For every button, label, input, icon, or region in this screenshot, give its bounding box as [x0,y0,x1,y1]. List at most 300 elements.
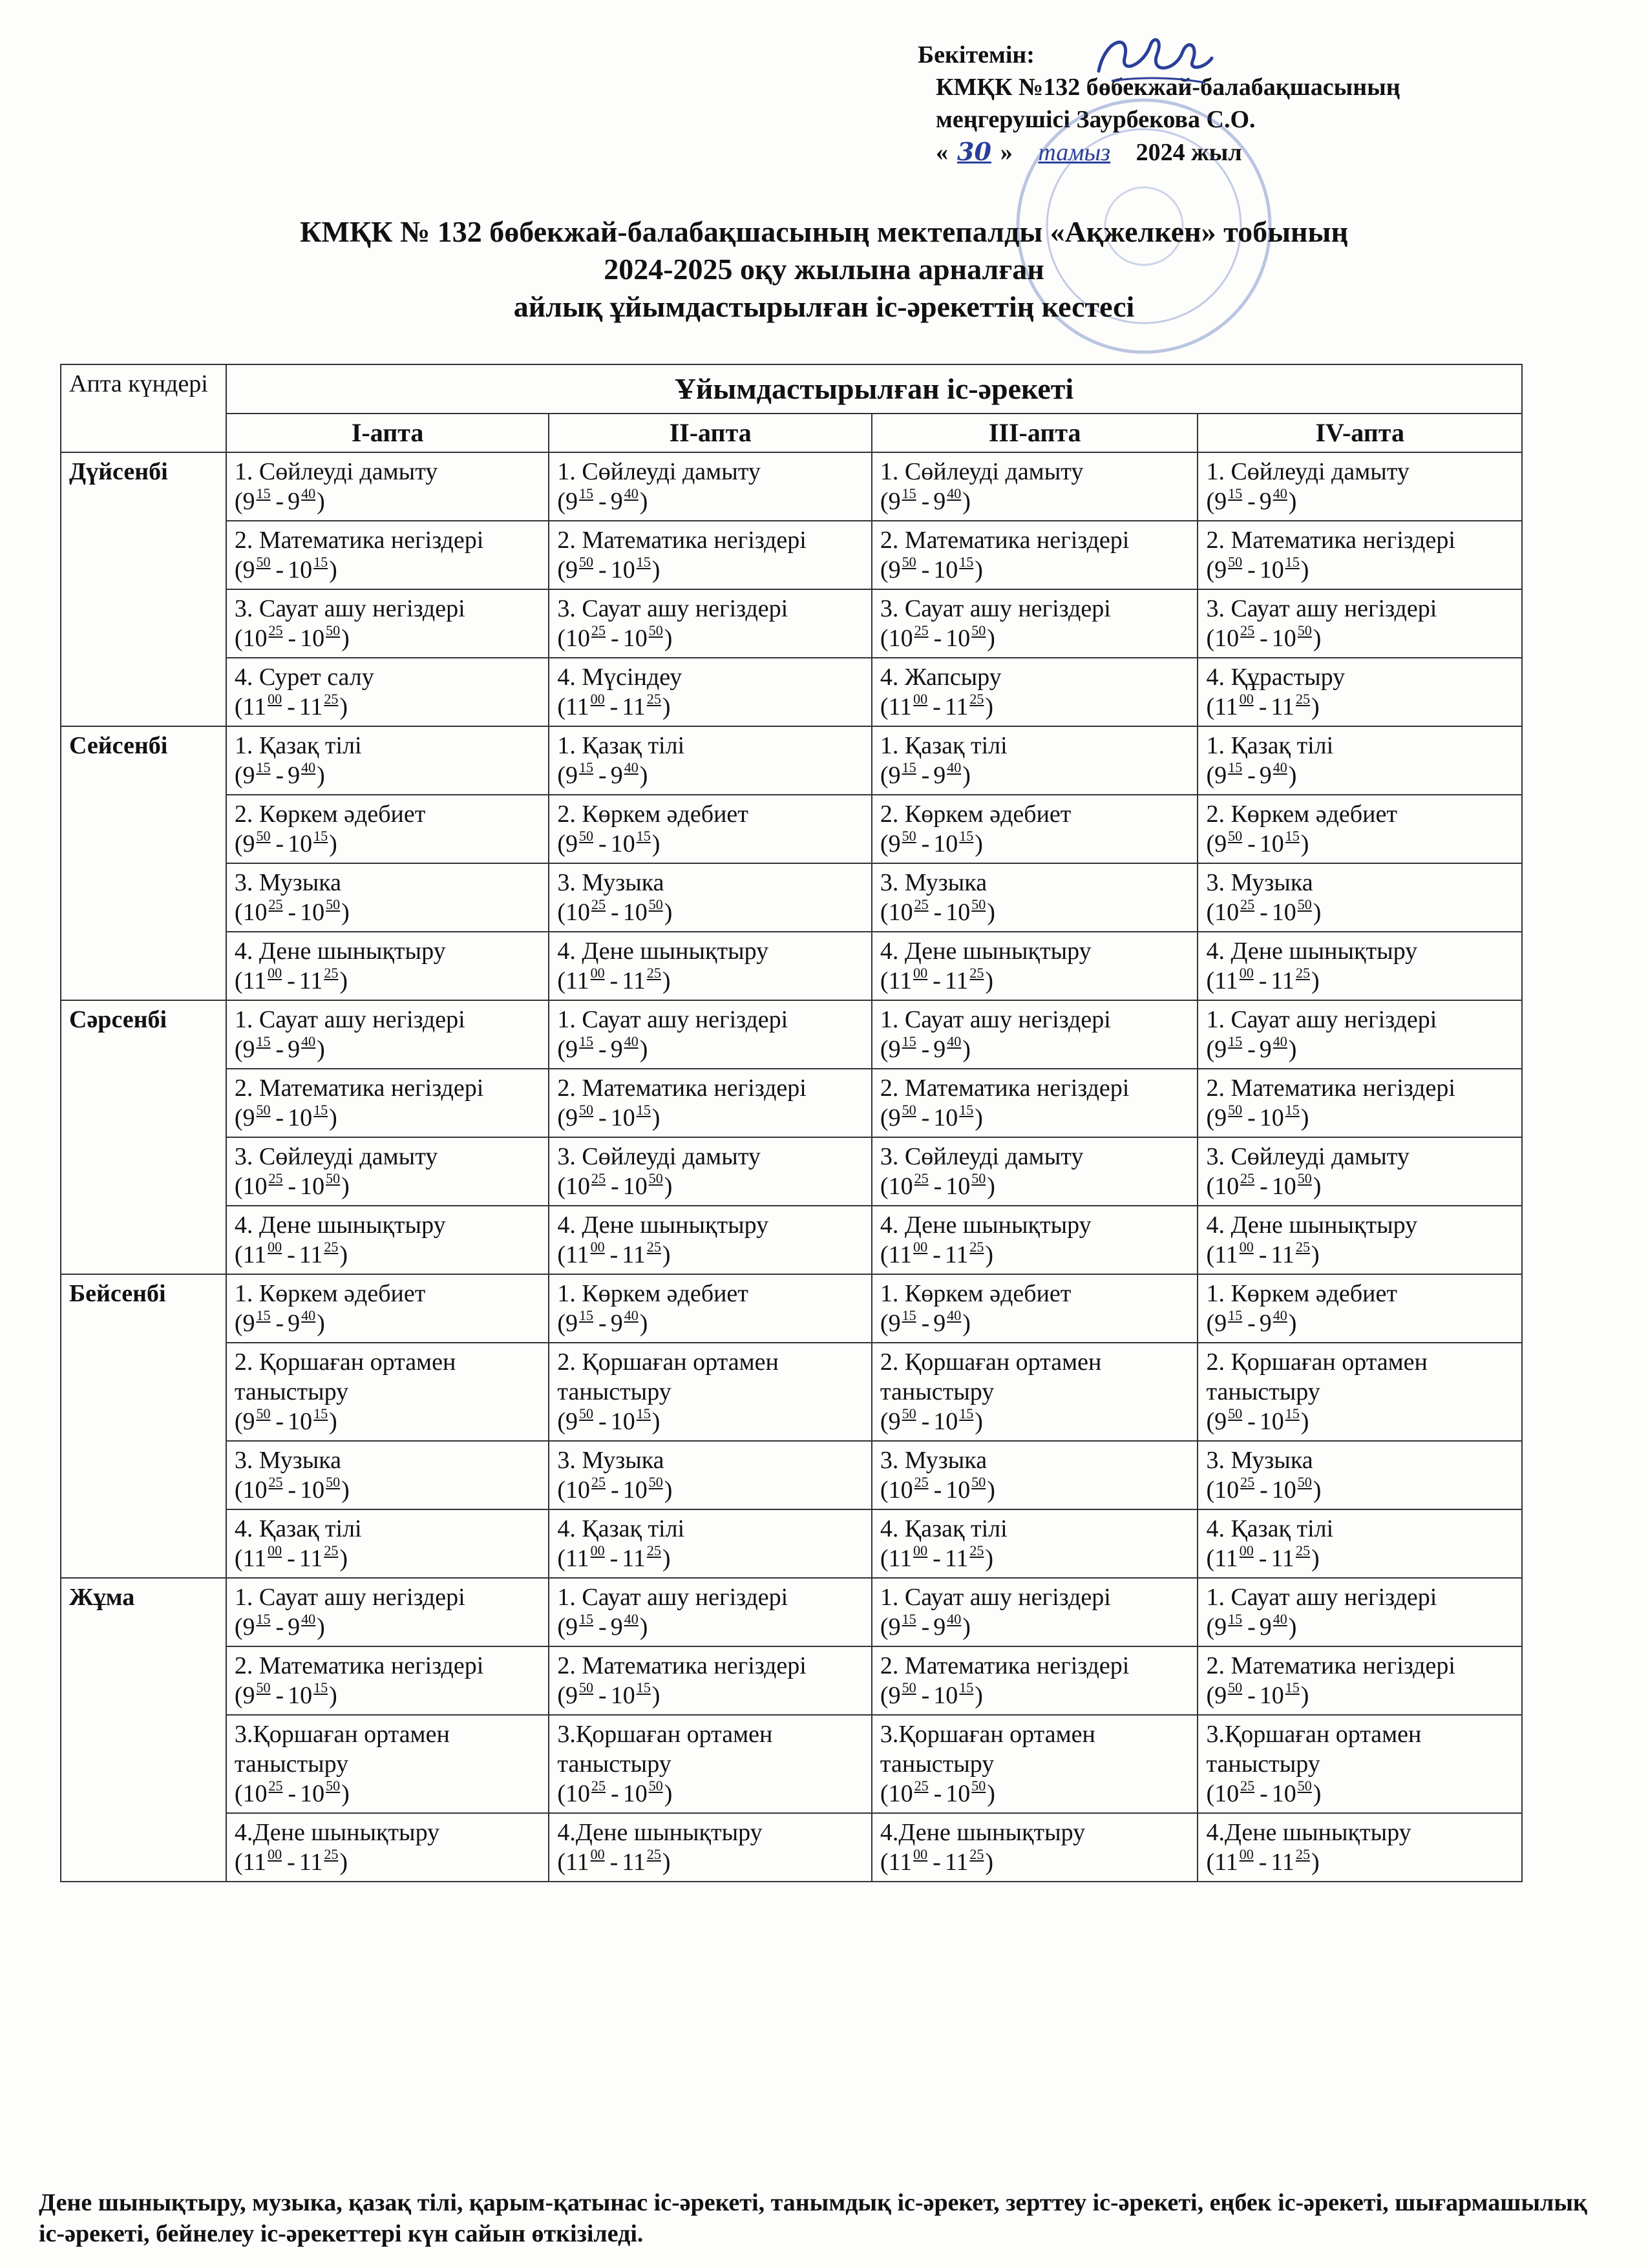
time-start-min: 25 [591,1778,606,1794]
activity-cell [549,658,872,726]
time-end-min: 25 [646,965,661,981]
time-close: ) [341,1780,350,1807]
activity-title: 1. Көркем әдебиет [557,1280,748,1307]
time-end-hour: 10 [610,556,635,583]
time-start-hour: 9 [888,1682,901,1709]
time-sep: - [598,488,607,515]
time-start-hour: 9 [565,1613,578,1641]
activity-title: 3. Сауат ашу негіздері [557,595,788,622]
time-start-min: 15 [902,1611,916,1627]
activity-time [880,555,1190,585]
time-start-min: 00 [1239,1846,1254,1862]
time-start-hour: 9 [1214,1104,1227,1131]
time-close: ) [329,830,337,857]
time-open: ( [1206,1476,1215,1504]
activity-cell [872,589,1198,658]
time-start-hour: 9 [242,1613,255,1641]
time-open: ( [557,1613,566,1641]
activity-cell [549,589,872,658]
activity-time [880,966,1190,996]
time-start-min: 50 [256,554,271,570]
activity-title: 3. Музыка [1206,869,1313,896]
time-end-min: 15 [313,828,328,844]
activity-title: 3. Сөйлеуді дамыту [557,1143,761,1170]
time-start-min: 50 [902,828,916,844]
time-start-min: 25 [591,1170,606,1186]
time-start-hour: 9 [1214,1613,1227,1641]
table-row [61,726,1522,795]
time-start-hour: 9 [888,1613,901,1641]
activity-time [235,624,541,653]
time-open: ( [1206,1173,1215,1200]
activity-title: 3. Музыка [880,869,988,896]
time-end-min: 15 [1285,1102,1300,1118]
time-start-hour: 9 [888,1104,901,1131]
time-open: ( [557,1545,566,1572]
time-start-min: 00 [268,1542,282,1559]
time-end-hour: 10 [610,1104,635,1131]
activity-cell [1198,452,1522,521]
time-end-hour: 10 [610,1408,635,1435]
time-start-min: 50 [256,1102,271,1118]
time-sep: - [1258,967,1267,994]
time-start-min: 15 [1228,1033,1243,1049]
time-end-hour: 10 [610,1682,635,1709]
time-start-min: 00 [1239,691,1254,707]
table-row [61,1343,1522,1441]
time-close: ) [975,1682,983,1709]
table-row [61,795,1522,863]
time-end-min: 25 [969,965,984,981]
activity-title: 2. Математика негіздері [234,1652,484,1679]
time-start-min: 25 [1240,1170,1255,1186]
time-end-min: 25 [324,1542,339,1559]
activity-cell [872,1578,1198,1646]
time-end-hour: 10 [933,830,958,857]
time-end-min: 25 [1295,691,1310,707]
time-start-hour: 10 [242,1476,268,1504]
time-end-hour: 10 [945,625,971,652]
time-end-min: 25 [1295,1846,1310,1862]
time-sep: - [609,1849,618,1876]
time-start-min: 50 [579,554,594,570]
time-start-hour: 10 [242,1780,268,1807]
activity-cell [872,1509,1198,1578]
time-start-hour: 9 [1214,1682,1227,1709]
time-close: ) [1311,693,1320,720]
time-end-min: 25 [646,1239,661,1255]
time-close: ) [987,625,995,652]
time-sep: - [921,762,930,789]
activity-time [880,761,1190,790]
time-sep: - [598,1310,607,1337]
activity-time [235,1103,541,1133]
time-end-hour: 11 [944,1241,969,1268]
time-sep: - [609,1545,618,1572]
time-end-min: 50 [648,1170,663,1186]
activity-title: 3.Қоршаған ортамен таныстыру [880,1721,1095,1778]
time-open: ( [1206,556,1215,583]
activity-cell [872,1274,1198,1343]
activity-title: 4. Қазақ тілі [880,1515,1008,1542]
activity-title: 2. Математика негіздері [557,1075,807,1102]
time-end-min: 25 [324,965,339,981]
time-end-min: 25 [969,691,984,707]
time-end-hour: 11 [622,1241,646,1268]
time-sep: - [1247,1408,1256,1435]
time-sep: - [609,967,618,994]
time-sep: - [933,1173,942,1200]
time-start-min: 50 [256,828,271,844]
time-end-hour: 11 [1271,1241,1294,1268]
time-sep: - [275,830,284,857]
time-start-hour: 9 [242,556,255,583]
activity-cell [549,795,872,863]
time-start-hour: 9 [242,1104,255,1131]
time-start-min: 50 [1228,554,1243,570]
time-open: ( [234,967,243,994]
activity-time [1206,1240,1514,1270]
time-end-min: 40 [1273,759,1287,775]
weeks-row [61,414,1522,452]
time-close: ) [1311,1849,1320,1876]
activity-cell [872,1137,1198,1206]
time-sep: - [598,1104,607,1131]
time-open: ( [557,625,566,652]
time-sep: - [275,1104,284,1131]
time-start-min: 25 [268,896,283,912]
time-end-hour: 11 [944,1545,969,1572]
time-end-hour: 11 [622,1545,646,1572]
time-open: ( [557,1036,566,1063]
activity-time [880,487,1190,516]
time-end-min: 15 [959,1679,974,1696]
time-start-min: 50 [1228,1405,1243,1422]
time-end-min: 15 [959,1405,974,1422]
time-end-hour: 11 [944,967,969,994]
activity-title: 4. Дене шынықтыру [557,1212,769,1239]
time-open: ( [880,1476,889,1504]
time-sep: - [933,625,942,652]
activity-time [557,487,863,516]
time-close: ) [664,899,673,926]
time-start-hour: 11 [565,1545,589,1572]
activity-cell [226,521,549,589]
time-start-min: 00 [1239,1239,1254,1255]
activity-title: 1. Сөйлеуді дамыту [1206,458,1410,485]
time-start-hour: 10 [888,625,913,652]
time-close: ) [1311,967,1320,994]
time-end-min: 50 [971,622,986,638]
activity-time [1206,1308,1514,1338]
time-start-min: 15 [256,1033,271,1049]
time-sep: - [1260,899,1268,926]
time-end-min: 50 [971,896,986,912]
activity-title: 4.Дене шынықтыру [1206,1819,1411,1846]
activity-time [235,1034,541,1064]
time-start-min: 15 [902,1033,916,1049]
activity-time [1206,1779,1514,1809]
time-start-min: 00 [590,691,605,707]
time-close: ) [985,693,994,720]
time-open: ( [557,1780,566,1807]
time-start-min: 50 [902,1405,916,1422]
time-start-hour: 11 [242,967,267,994]
activity-title: 1. Көркем әдебиет [1206,1280,1397,1307]
activity-title: 1. Сауат ашу негіздері [557,1584,788,1611]
activity-cell [1198,1441,1522,1509]
time-end-min: 25 [324,691,339,707]
activity-time [235,555,541,585]
time-start-min: 15 [256,485,271,501]
time-open: ( [880,1408,889,1435]
activity-title: 2. Математика негіздері [880,1075,1130,1102]
time-end-min: 50 [326,1170,341,1186]
time-end-min: 15 [636,828,651,844]
time-close: ) [339,967,348,994]
activity-time [1206,487,1514,516]
activity-cell [226,726,549,795]
activity-cell [226,589,549,658]
activity-title: 4. Қазақ тілі [557,1515,685,1542]
approval-head: меңгерушісі Заурбекова С.О. [936,106,1256,133]
activity-title: 4. Сурет салу [234,664,374,691]
time-sep: - [1258,1849,1267,1876]
activity-cell [549,726,872,795]
activity-title: 3. Музыка [234,1447,341,1474]
document-title [0,213,1648,326]
time-end-hour: 9 [933,1036,946,1063]
time-end-hour: 9 [288,1036,301,1063]
time-end-hour: 10 [945,1476,971,1504]
time-end-min: 50 [326,1778,341,1794]
time-end-hour: 11 [622,1849,646,1876]
table-row [61,658,1522,726]
time-close: ) [651,830,660,857]
time-start-min: 50 [1228,1102,1243,1118]
time-end-hour: 9 [288,488,301,515]
activity-cell [872,1343,1198,1441]
table-row [61,1813,1522,1882]
activity-title: 2. Математика негіздері [1206,1652,1455,1679]
activity-title: 4. Мүсіндеу [557,664,682,691]
activity-time [557,1847,863,1877]
time-start-hour: 10 [1214,1173,1240,1200]
time-start-hour: 10 [565,1173,591,1200]
activity-cell [1198,1509,1522,1578]
time-start-min: 15 [1228,759,1243,775]
time-close: ) [1288,488,1297,515]
time-end-min: 15 [636,1102,651,1118]
time-close: ) [317,762,325,789]
activity-cell [226,1274,549,1343]
time-sep: - [933,967,941,994]
time-open: ( [557,693,566,720]
activity-title: 2. Қоршаған ортамен таныстыру [1206,1349,1428,1405]
activity-cell [872,1441,1198,1509]
time-end-hour: 9 [1259,488,1272,515]
time-start-min: 50 [902,1102,916,1118]
activity-title: 2. Көркем әдебиет [557,801,748,828]
time-open: ( [880,762,889,789]
time-start-hour: 11 [888,1849,913,1876]
activity-time [557,1240,863,1270]
time-end-hour: 9 [1259,1036,1272,1063]
time-start-hour: 10 [565,1780,591,1807]
time-close: ) [317,488,325,515]
time-sep: - [598,830,607,857]
activity-time [880,1308,1190,1338]
day-name: Дүйсенбі [61,452,226,726]
time-end-hour: 10 [1271,899,1296,926]
time-start-hour: 10 [565,625,591,652]
time-start-hour: 9 [565,488,578,515]
activity-cell [549,932,872,1000]
time-end-hour: 10 [300,1173,325,1200]
time-end-min: 15 [959,828,974,844]
activity-title: 3. Музыка [1206,1447,1313,1474]
time-end-hour: 10 [1271,1173,1296,1200]
time-end-min: 15 [636,1405,651,1422]
time-end-hour: 9 [610,1310,623,1337]
time-end-min: 40 [947,1611,962,1627]
time-start-hour: 10 [565,1476,591,1504]
time-open: ( [880,1036,889,1063]
time-start-hour: 11 [1214,967,1238,994]
activity-title: 2. Математика негіздері [880,1652,1130,1679]
time-sep: - [1247,1613,1256,1641]
time-start-hour: 9 [888,1408,901,1435]
time-start-hour: 9 [565,1104,578,1131]
activity-time [235,1308,541,1338]
time-end-min: 40 [1273,1307,1287,1323]
time-start-hour: 9 [1214,488,1227,515]
activity-time [1206,761,1514,790]
activity-cell [226,1343,549,1441]
time-open: ( [234,1408,243,1435]
time-open: ( [234,1310,243,1337]
time-start-hour: 9 [888,1310,901,1337]
time-end-min: 40 [947,1307,962,1323]
activity-cell [872,1000,1198,1069]
time-sep: - [921,1408,930,1435]
time-end-hour: 10 [933,1682,958,1709]
time-close: ) [987,1780,995,1807]
activity-cell [226,1646,549,1715]
title-line-3: айлық ұйымдастырылған іс-әрекеттің кестесі [513,290,1135,323]
activity-cell [1198,1715,1522,1813]
time-end-hour: 11 [944,693,969,720]
time-sep: - [921,556,930,583]
time-start-min: 15 [256,1611,271,1627]
activity-title: 4.Дене шынықтыру [880,1819,1086,1846]
activity-cell [226,795,549,863]
time-end-min: 50 [326,896,341,912]
time-open: ( [234,1780,243,1807]
time-end-hour: 10 [1259,1408,1284,1435]
time-open: ( [880,1780,889,1807]
time-end-min: 40 [624,759,639,775]
activity-title: 1. Сауат ашу негіздері [880,1584,1111,1611]
time-end-min: 40 [624,1033,639,1049]
time-start-hour: 9 [1214,1036,1227,1063]
time-open: ( [880,830,889,857]
activity-cell [872,1206,1198,1274]
activity-title: 3. Сауат ашу негіздері [880,595,1111,622]
time-end-min: 40 [301,1307,316,1323]
activity-time [880,1240,1190,1270]
time-sep: - [288,899,297,926]
activity-cell [226,932,549,1000]
time-start-hour: 11 [242,1545,267,1572]
activity-title: 3. Музыка [880,1447,988,1474]
activity-title: 3. Сауат ашу негіздері [1206,595,1437,622]
activity-time [235,487,541,516]
time-open: ( [1206,830,1215,857]
time-sep: - [1247,1682,1256,1709]
activity-title: 3. Музыка [557,869,664,896]
time-sep: - [921,830,930,857]
time-end-min: 50 [326,1474,341,1490]
time-sep: - [598,762,607,789]
time-open: ( [1206,899,1215,926]
time-start-min: 00 [268,691,282,707]
activity-cell [226,452,549,521]
time-sep: - [275,1310,284,1337]
time-end-min: 50 [648,1778,663,1794]
activity-time [557,761,863,790]
activity-time [557,898,863,927]
time-sep: - [921,1036,930,1063]
time-open: ( [234,1476,243,1504]
time-open: ( [557,1682,566,1709]
activity-title: 2. Қоршаған ортамен таныстыру [880,1349,1102,1405]
time-open: ( [234,1241,243,1268]
time-start-hour: 11 [242,1241,267,1268]
activity-time [235,692,541,722]
activity-cell [1198,521,1522,589]
time-open: ( [880,693,889,720]
time-close: ) [651,1408,660,1435]
activity-time [557,1681,863,1710]
time-sep: - [1260,1476,1268,1504]
activity-title: 3. Сөйлеуді дамыту [234,1143,438,1170]
time-sep: - [611,899,619,926]
activity-time [880,1681,1190,1710]
time-start-min: 00 [913,1239,928,1255]
activity-title: 4.Дене шынықтыру [557,1819,763,1846]
activity-time [557,966,863,996]
time-open: ( [234,1104,243,1131]
time-open: ( [234,556,243,583]
time-close: ) [1313,1173,1322,1200]
time-open: ( [234,488,243,515]
time-close: ) [985,967,994,994]
activity-time [880,1475,1190,1505]
time-start-min: 15 [902,485,916,501]
time-end-min: 40 [947,759,962,775]
activity-title: 1. Сөйлеуді дамыту [880,458,1084,485]
activity-time [880,1612,1190,1642]
time-end-min: 50 [1297,896,1312,912]
time-close: ) [662,1241,671,1268]
time-end-min: 15 [1285,828,1300,844]
time-close: ) [664,1173,673,1200]
activity-time [235,1847,541,1877]
time-end-min: 15 [636,554,651,570]
time-start-min: 00 [1239,965,1254,981]
time-open: ( [1206,1849,1215,1876]
